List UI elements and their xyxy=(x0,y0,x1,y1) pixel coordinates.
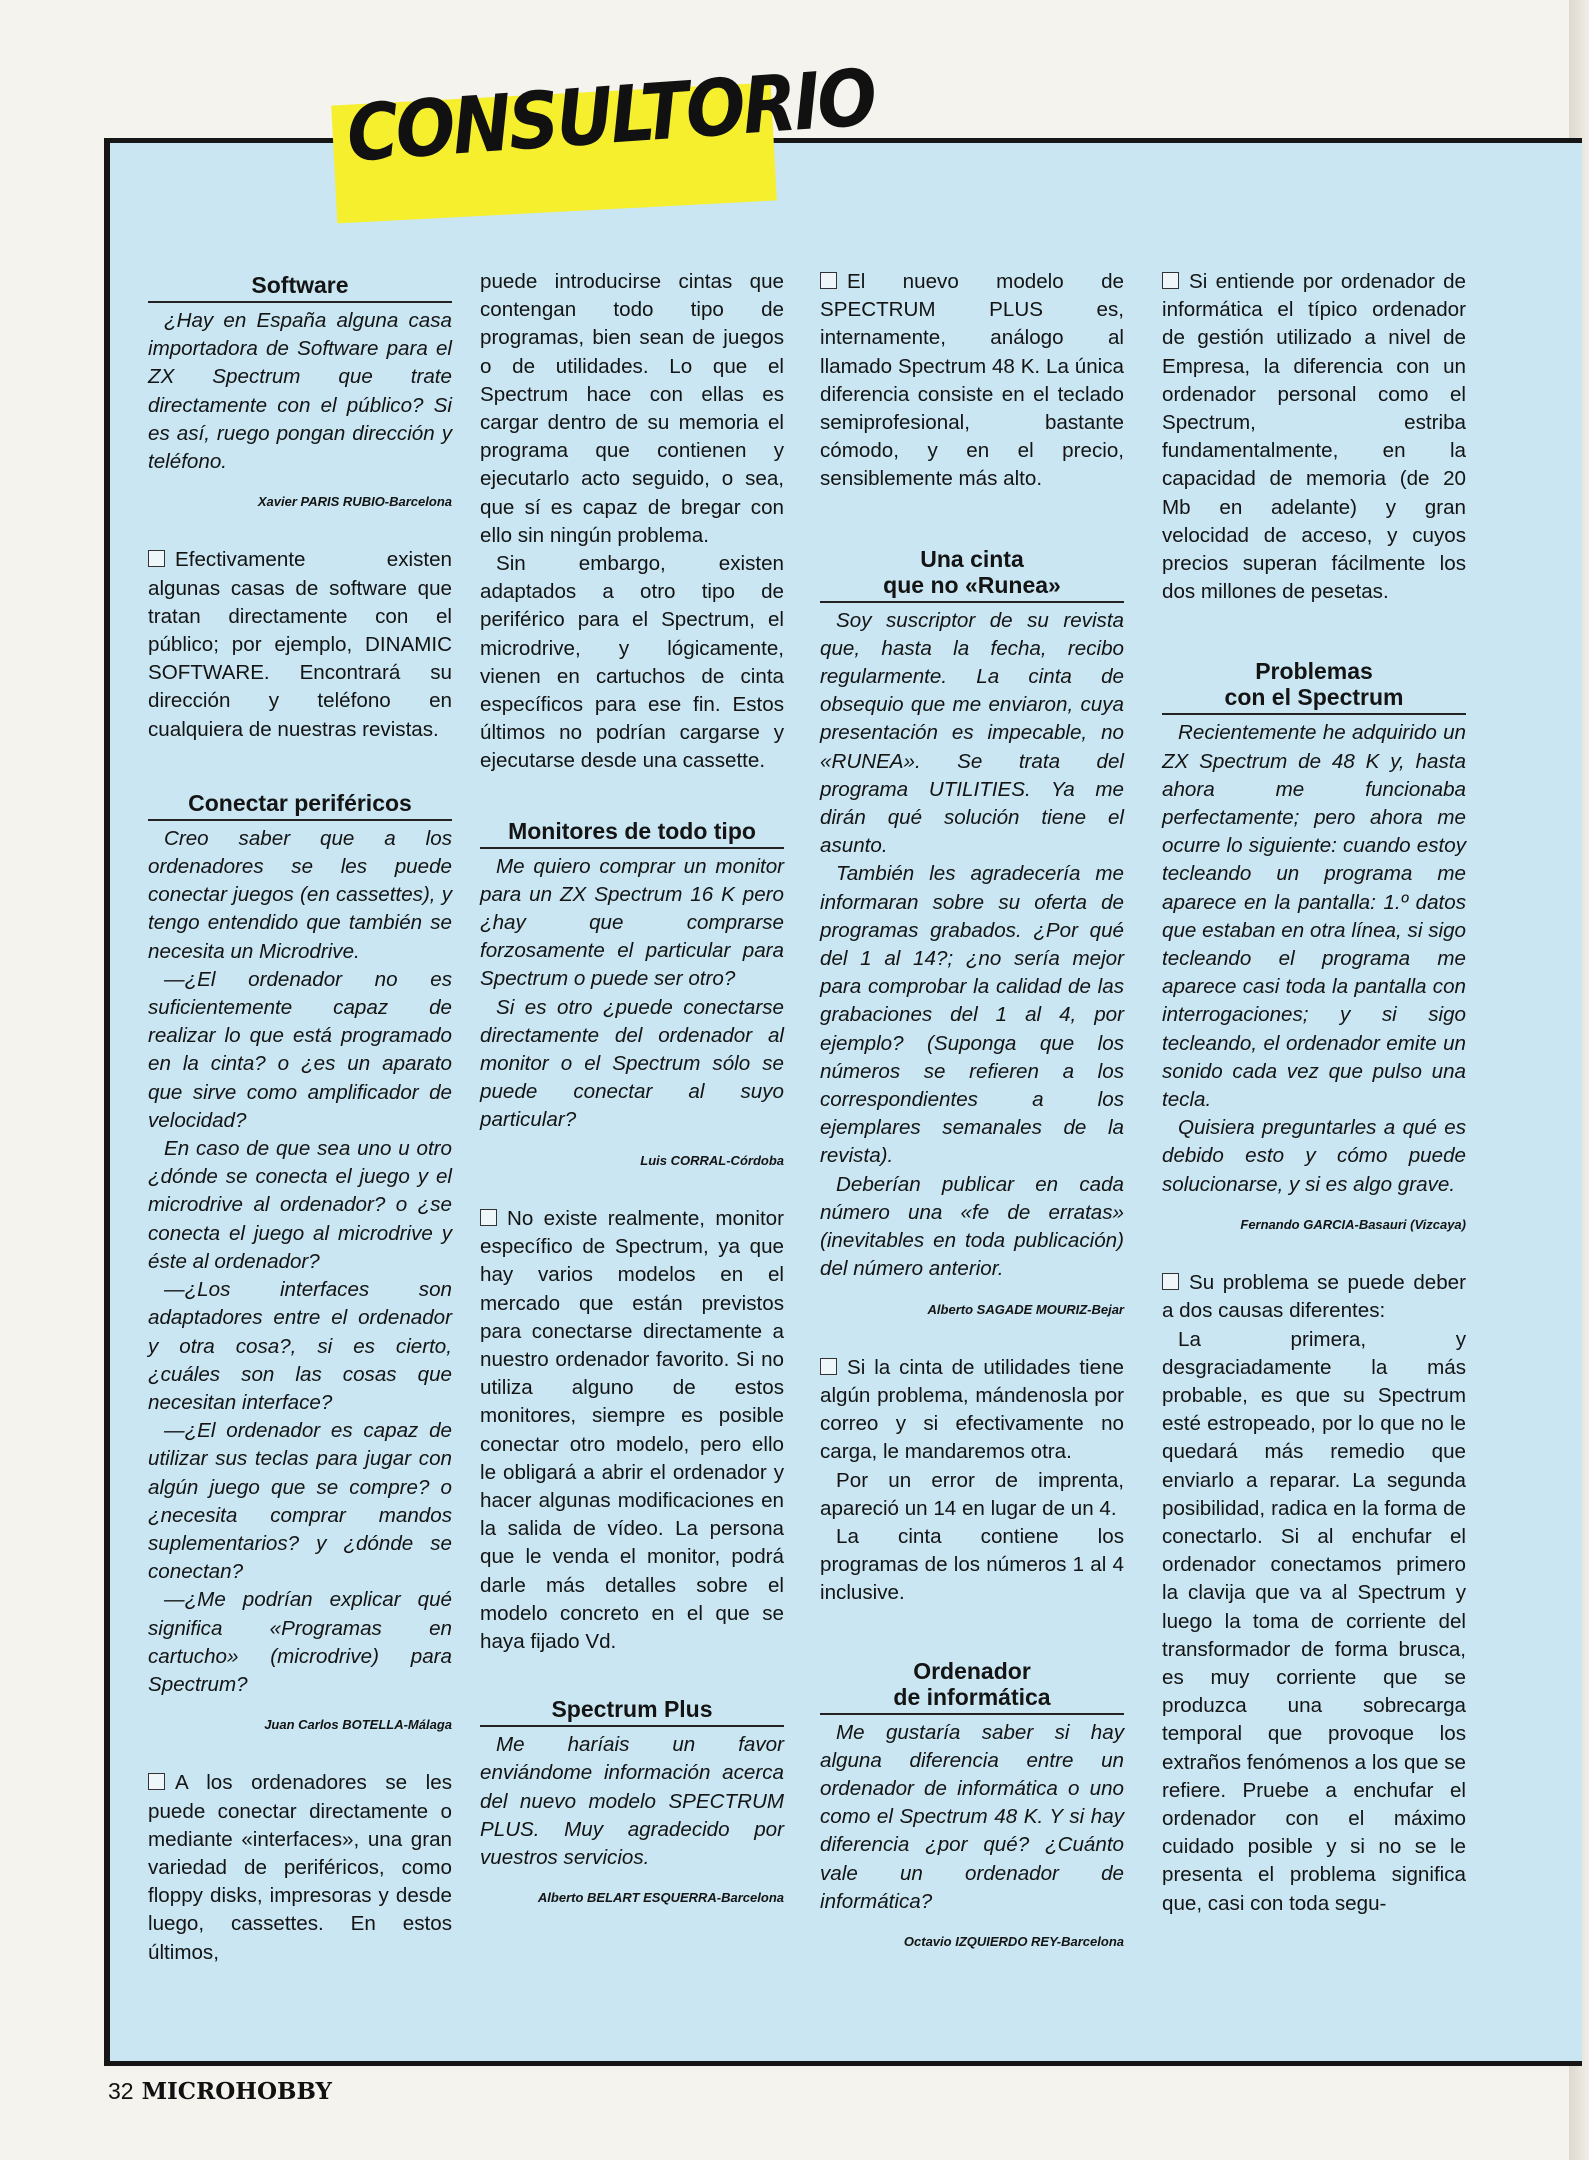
question-text: —¿Me podrían explicar qué significa «Programas en cartucho» (microdrive) para Spectrum? xyxy=(148,1588,452,1696)
question-text: —¿El ordenador no es suficientemente capaz de realizar lo que está programado en la cinta? o ¿es un aparato que sirve como amplificador de velocidad? xyxy=(148,967,452,1132)
letter-signature: Alberto SAGADE MOURIZ-Bejar xyxy=(927,1301,1124,1317)
question-text: Soy suscriptor de su revista que, hasta la fecha, recibo regularmente. La cinta de obsequio que me enviaron, cuya presentación es impecable, no «RUNEA». Se trata del programa UTILITIES. Ya me dirán qué solución tiene el asunto. xyxy=(820,608,1124,858)
question-text: —¿Los interfaces son adaptadores entre el ordenador y otra cosa?, si es cierto, ¿cuáles son las cosas que necesitan interface? xyxy=(148,1278,452,1414)
letter-signature: Alberto BELART ESQUERRA-Barcelona xyxy=(537,1890,784,1906)
answer-text: A los ordenadores se les puede conectar directamente o mediante «interfaces», una gran variedad de periféricos, como floppy disks, impresoras y desde luego, cassettes. En estos últimos, xyxy=(148,1771,452,1964)
question-text: ¿Hay en España alguna casa importadora de Software para el ZX Spectrum que trate directamente con el público? Si es así, ruego pongan dirección y teléfono. xyxy=(148,309,452,474)
heading-ordenador-informatica: Ordenador de informática xyxy=(820,1658,1124,1715)
question-text: Creo saber que a los ordenadores se les puede conectar juegos (en cassettes), y tengo entendido que también se necesita un Microdrive. xyxy=(148,826,452,963)
letter-signature: Octavio IZQUIERDO REY-Barcelona xyxy=(903,1933,1124,1949)
heading-monitores: Monitores de todo tipo xyxy=(480,818,784,849)
heading-software: Software xyxy=(148,272,452,303)
question-text: Quisiera preguntarles a qué es debido esto y cómo puede solucionarse, y si es algo grave. xyxy=(1162,1116,1466,1196)
answer-text: Efectivamente existen algunas casas de software que tratan directamente con el público; por ejemplo, DINAMIC SOFTWARE. Encontrará su dirección y teléfono en cualquiera de nuestras revistas. xyxy=(148,548,452,741)
page-number: 32 xyxy=(108,2078,134,2104)
answer-text: Por un error de imprenta, apareció un 14 en lugar de un 4. xyxy=(820,1468,1124,1520)
heading-spectrum-plus: Spectrum Plus xyxy=(480,1696,784,1727)
answer-text: Sin embargo, existen adaptados a otro tipo de periférico para el Spectrum, el microdrive, y lógicamente, vienen en cartuchos de cinta específicos para ese fin. Estos últimos no podrían cargarse y ejecutarse desde una cassette. xyxy=(480,552,784,773)
question-text: También les agradecería me informaran sobre su oferta de programas grabados. ¿Por qué del 1 al 14?; ¿no sería mejor para comprobar la calidad de las grabaciones del 1 al 4, por ejemplo? (Suponga que los números se refieren a los correspondientes a los ejemplares semanales de la revista). xyxy=(820,862,1124,1168)
letter-signature: Fernando GARCIA-Basauri (Vizcaya) xyxy=(1240,1216,1466,1232)
heading-una-cinta: Una cinta que no «Runea» xyxy=(820,546,1124,603)
answer-text: Su problema se puede deber a dos causas diferentes: xyxy=(1162,1271,1466,1323)
answer-text: puede introducirse cintas que contengan todo tipo de programas, bien sean de juegos o de utilidades. Lo que el Spectrum hace con ellas es cargar dentro de su memoria el programa que contienen y ejecutarlo acto seguido, o sea, que sí es capaz de bregar con ello sin ningún problema. xyxy=(480,270,784,547)
answer-text: Si la cinta de utilidades tiene algún problema, mándenosla por correo y si efectivamente no carga, le mandaremos otra. xyxy=(820,1355,1124,1464)
answer-text: La primera, y desgraciadamente la más probable, es que su Spectrum esté estropeado, por lo que no le quedará más remedio que enviarlo a reparar. La segunda posibilidad, radica en la forma de conectarlo. Si al enchufar el ordenador conectamos primero la clavija que va al Spectrum y luego la toma de corriente del transformador de forma brusca, es muy corriente que se produzca una sobrecarga temporal que provoque los extraños fenómenos a los que se refiere. Pruebe a enchufar el ordenador con el máximo cuidado posible y si no se le presenta el problema significa que, casi con toda segu- xyxy=(1162,1327,1466,1915)
letter-signature: Xavier PARIS RUBIO-Barcelona xyxy=(257,494,452,510)
checkbox-bullet-icon xyxy=(1162,272,1179,289)
checkbox-bullet-icon xyxy=(480,1209,497,1226)
question-text: Me gustaría saber si hay alguna diferencia entre un ordenador de informática o uno como el Spectrum 48 K. Y si hay diferencia ¿por qué? ¿Cuánto vale un ordenador de informática? xyxy=(820,1720,1124,1913)
question-text: Me quiero comprar un monitor para un ZX Spectrum 16 K pero ¿hay que comprarse forzosamente el particular para Spectrum o puede ser otro? xyxy=(480,854,784,991)
column-1 xyxy=(148,268,452,1967)
heading-conectar-perifericos: Conectar periféricos xyxy=(148,790,452,821)
letter-signature: Juan Carlos BOTELLA-Málaga xyxy=(264,1717,452,1733)
column-2 xyxy=(480,268,784,1942)
page-footer xyxy=(108,2078,332,2105)
answer-text: La cinta contiene los programas de los números 1 al 4 inclusive. xyxy=(820,1524,1124,1605)
column-4 xyxy=(1162,268,1466,1918)
column-3 xyxy=(820,268,1124,1986)
question-text: Si es otro ¿puede conectarse directamente del ordenador al monitor o el Spectrum sólo se puede conectar al suyo particular? xyxy=(480,995,784,1132)
magazine-name: MICROHOBBY xyxy=(141,2078,332,2105)
checkbox-bullet-icon xyxy=(820,272,837,289)
checkbox-bullet-icon xyxy=(820,1358,837,1375)
answer-text: No existe realmente, monitor específico de Spectrum, ya que hay varios modelos en el mercado que están previstos para conectarse directamente a nuestro ordenador favorito. Si no utiliza alguno de estos monitores, siempre es posible conectar otro modelo, pero ello le obligará a abrir el ordenador y hacer algunas modificaciones en la salida de vídeo. La persona que le venda el monitor, podrá darle más detalles sobre el modelo concreto en el que se haya fijado Vd. xyxy=(480,1206,784,1653)
checkbox-bullet-icon xyxy=(1162,1273,1179,1290)
question-text: Me haríais un favor enviándome información acerca del nuevo modelo SPECTRUM PLUS. Muy agradecido por vuestros servicios. xyxy=(480,1733,784,1869)
question-text: Deberían publicar en cada número una «fe de erratas» (inevitables en toda publicación) del número anterior. xyxy=(820,1172,1124,1281)
heading-problemas: Problemas con el Spectrum xyxy=(1162,658,1466,715)
question-text: En caso de que sea uno u otro ¿dónde se conecta el juego y el microdrive al ordenador? o ¿se conecta el juego al microdrive y éste al ordenador? xyxy=(148,1137,452,1273)
letter-signature: Luis CORRAL-Córdoba xyxy=(640,1152,784,1168)
section-title: CONSULTORIO xyxy=(344,53,878,180)
checkbox-bullet-icon xyxy=(148,550,165,567)
answer-text: El nuevo modelo de SPECTRUM PLUS es, internamente, análogo al llamado Spectrum 48 K. La única diferencia consiste en el teclado semiprofesional, bastante cómodo, y en el precio, sensiblemente más alto. xyxy=(820,270,1124,491)
question-text: —¿El ordenador es capaz de utilizar sus teclas para jugar con algún juego que se compre? o ¿necesita comprar mandos suplementarios? y ¿dónde se conectan? xyxy=(148,1419,452,1584)
question-text: Recientemente he adquirido un ZX Spectrum de 48 K y, hasta ahora me funcionaba perfectamente; pero ahora me ocurre lo siguiente: cuando estoy tecleando un programa me aparece en la pantalla: 1.º datos que estaban en otra línea, si sigo tecleando el programa me aparece casi toda la pantalla con interrogaciones; y si sigo tecleando, el ordenador emite un sonido cada vez que pulso una tecla. xyxy=(1162,721,1466,1112)
checkbox-bullet-icon xyxy=(148,1773,165,1790)
answer-text: Si entiende por ordenador de informática el típico ordenador de gestión utilizado a nivel de Empresa, la diferencia con un ordenador personal como el Spectrum, estriba fundamentalmente, en la capacidad de memoria (de 20 Mb en adelante) y gran velocidad de acceso, y cuyos precios superan fácilmente los dos millones de pesetas. xyxy=(1162,270,1466,604)
